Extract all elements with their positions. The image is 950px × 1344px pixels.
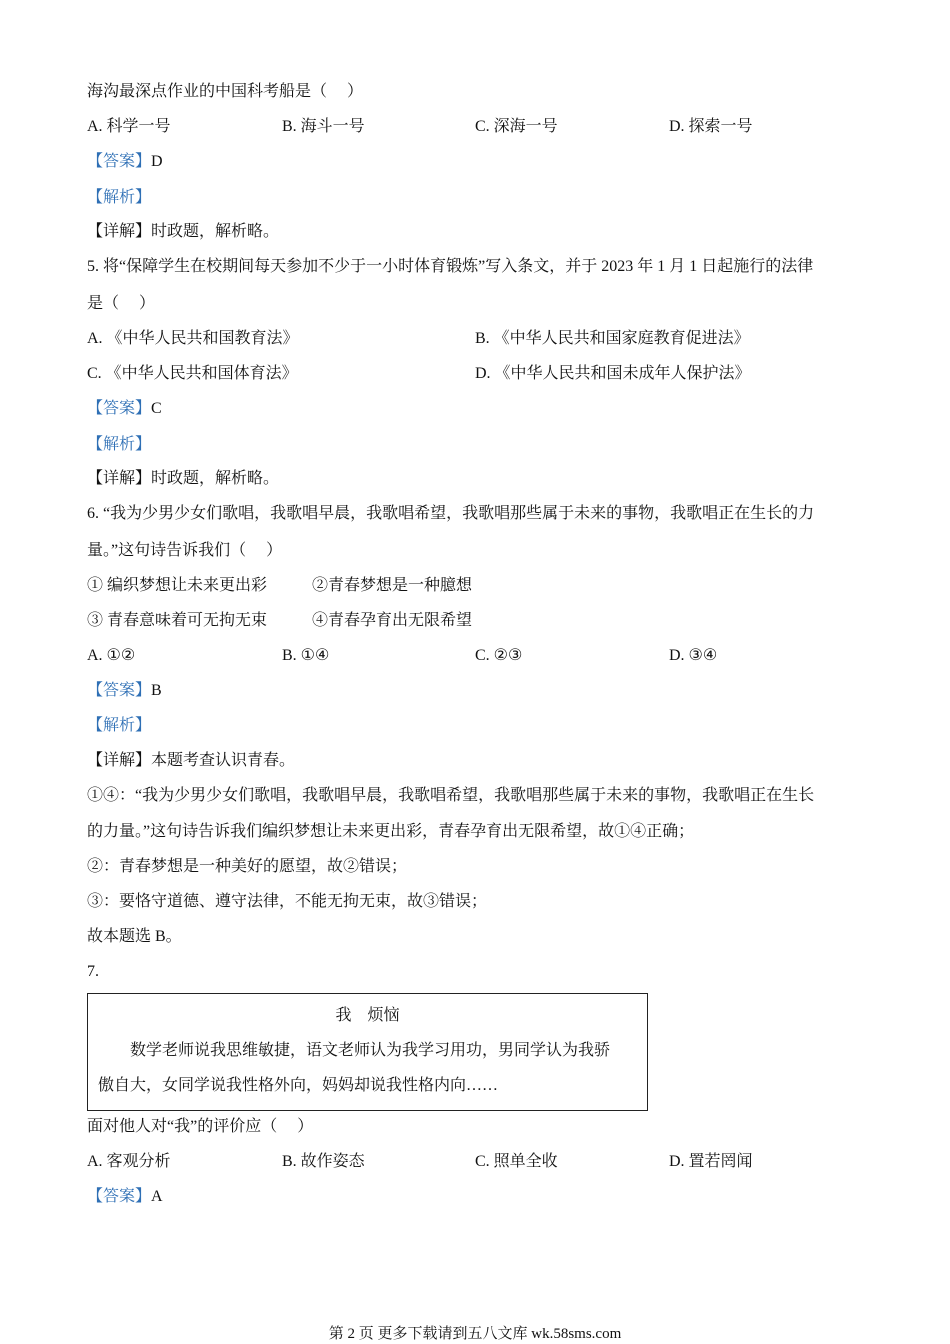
answer-value: B: [151, 682, 162, 699]
q7-option-b: B. 故作姿态: [282, 1153, 365, 1170]
q5-detail: 【详解】时政题，解析略。: [87, 470, 280, 487]
q5-option-a: A. 《中华人民共和国教育法》: [87, 330, 299, 347]
answer-value: C: [151, 400, 162, 417]
q6-option-d: D. ③④: [669, 647, 718, 664]
q7-box-line1: 数学老师说我思维敏捷，语文老师认为我学习用功，男同学认为我骄: [130, 1042, 611, 1059]
q6-detail: 【详解】本题考查认识青春。: [87, 752, 296, 769]
answer-tag: 【答案】: [87, 153, 152, 170]
page-footer: 第 2 页 更多下载请到五八文库 wk.58sms.com: [328, 1326, 622, 1342]
q5-analysis-tag: 【解析】: [87, 436, 152, 453]
q7-material-box: [87, 993, 648, 1111]
q6-analysis-tag: 【解析】: [87, 717, 152, 734]
q5-stem-line1: 5. 将“保障学生在校期间每天参加不少于一小时体育锻炼”写入条文，并于 2023 年 1 月 1 日起施行的法律: [87, 258, 814, 275]
q6-item-1: ① 编织梦想让未来更出彩: [87, 577, 268, 594]
q5-option-c: C. 《中华人民共和国体育法》: [87, 365, 298, 382]
q7-answer: [87, 1187, 163, 1207]
answer-tag: 【答案】: [87, 400, 152, 417]
q6-explanation-3: ③：要恪守道德、遵守法律，不能无拘无束，故③错误；: [87, 893, 488, 910]
q6-explanation-2: ②：青春梦想是一种美好的愿望，故②错误；: [87, 858, 408, 875]
q6-option-b: B. ①④: [282, 647, 330, 664]
q6-option-c: C. ②③: [475, 647, 523, 664]
q6-option-a: A. ①②: [87, 647, 136, 664]
q7-box-title: 我 烦恼: [335, 1007, 400, 1024]
answer-value: A: [151, 1188, 163, 1205]
answer-tag: 【答案】: [87, 682, 152, 699]
q4-detail: 【详解】时政题，解析略。: [87, 223, 280, 240]
q4-answer: [87, 152, 163, 172]
q6-stem-line2: 量。”这句诗告诉我们（ ）: [87, 542, 283, 559]
q7-option-c: C. 照单全收: [475, 1153, 558, 1170]
q6-answer: [87, 681, 162, 701]
q7-option-d: D. 置若罔闻: [669, 1153, 753, 1170]
q4-option-a: A. 科学一号: [87, 118, 171, 135]
q6-item-4: ④青春孕育出无限希望: [312, 612, 473, 629]
q5-stem-line2: 是（ ）: [87, 295, 156, 312]
answer-value: D: [151, 153, 163, 170]
q5-answer: [87, 399, 162, 419]
q4-analysis-tag: 【解析】: [87, 189, 152, 206]
q5-option-d: D. 《中华人民共和国未成年人保护法》: [475, 365, 751, 382]
q6-conclusion: 故本题选 B。: [87, 928, 182, 945]
answer-tag: 【答案】: [87, 1188, 152, 1205]
q7-box-line2: 傲自大，女同学说我性格外向，妈妈却说我性格内向……: [98, 1077, 499, 1094]
q4-option-d: D. 探索一号: [669, 118, 753, 135]
q7-option-a: A. 客观分析: [87, 1153, 171, 1170]
q5-option-b: B. 《中华人民共和国家庭教育促进法》: [475, 330, 750, 347]
q6-explanation-1-line2: 的力量。”这句诗告诉我们编织梦想让未来更出彩，青春孕育出无限希望，故①④正确；: [87, 823, 695, 840]
q6-explanation-1-line1: ①④：“我为少男少女们歌唱，我歌唱早晨，我歌唱希望，我歌唱那些属于未来的事物，我歌唱正在生长: [87, 787, 815, 804]
q7-stem: 面对他人对“我”的评价应（ ）: [87, 1118, 314, 1135]
q6-item-3: ③ 青春意味着可无拘无束: [87, 612, 268, 629]
q4-stem: 海沟最深点作业的中国科考船是（ ）: [87, 83, 364, 100]
q6-stem-line1: 6. “我为少男少女们歌唱，我歌唱早晨，我歌唱希望，我歌唱那些属于未来的事物，我歌唱正在生长的力: [87, 505, 815, 522]
q4-option-b: B. 海斗一号: [282, 118, 365, 135]
q4-option-c: C. 深海一号: [475, 118, 558, 135]
q6-item-2: ②青春梦想是一种臆想: [312, 577, 473, 594]
q7-number: 7.: [87, 963, 99, 980]
